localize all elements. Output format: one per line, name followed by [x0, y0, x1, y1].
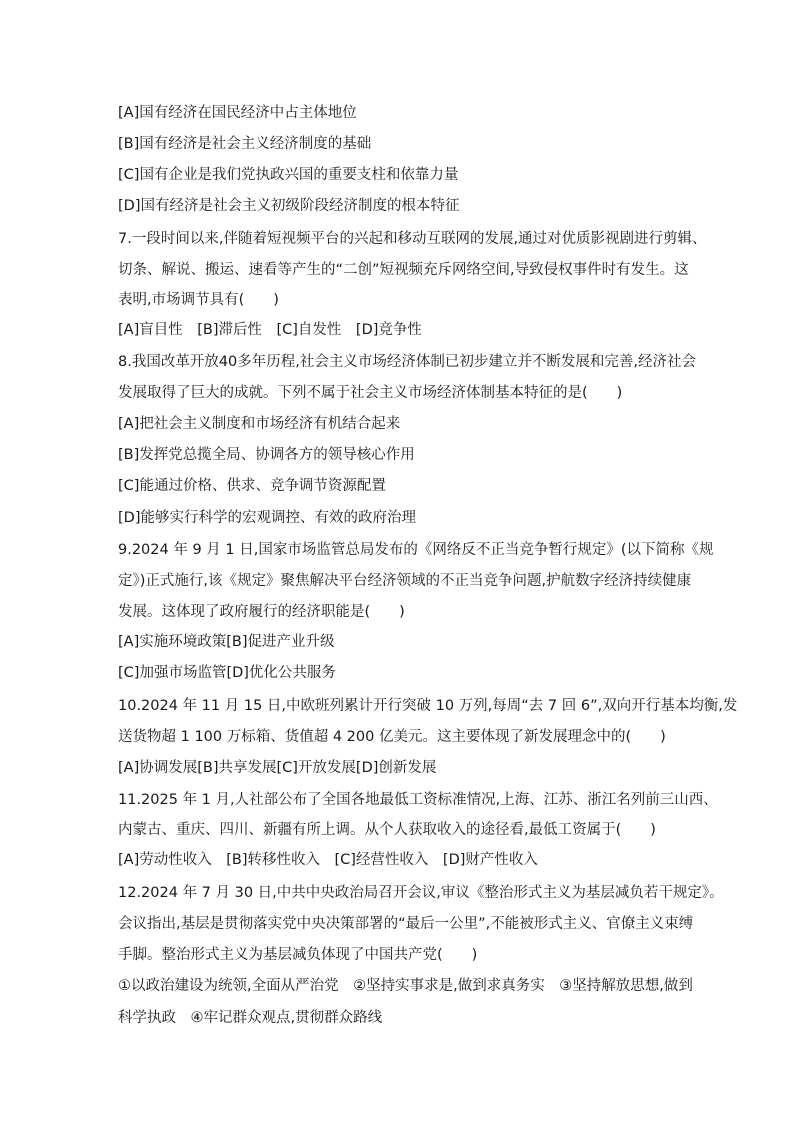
question-9-options-cd: [C]加强市场监管[D]优化公共服务	[118, 665, 336, 681]
option-a-q8: [A]把社会主义制度和市场经济有机结合起来	[118, 416, 401, 432]
option-b-q8: [B]发挥党总揽全局、协调各方的领导核心作用	[118, 447, 415, 463]
question-12-line-2: 会议指出,基层是贯彻落实党中央决策部署的“最后一公里”,不能被形式主义、官僚主义束缚	[118, 916, 694, 932]
question-11-line-2: 内蒙古、重庆、四川、新疆有所上调。从个人获取收入的途径看,最低工资属于( )	[118, 822, 656, 838]
option-c-q6: [C]国有企业是我们党执政兴国的重要支柱和依靠力量	[118, 167, 459, 183]
question-8-line-1: 8.我国改革开放40多年历程,社会主义市场经济体制已初步建立并不断发展和完善,经济社会	[118, 354, 696, 370]
question-9-options-ab: [A]实施环境政策[B]促进产业升级	[118, 634, 335, 650]
option-a-q6: [A]国有经济在国民经济中占主体地位	[118, 105, 357, 121]
question-7-options: [A]盲目性 [B]滞后性 [C]自发性 [D]竞争性	[118, 322, 422, 338]
question-12-line-3: 手脚。整治形式主义为基层减负体现了中国共产党( )	[118, 947, 478, 963]
question-10-options: [A]协调发展[B]共享发展[C]开放发展[D]创新发展	[118, 760, 437, 776]
question-11-line-1: 11.2025 年 1 月,人社部公布了全国各地最低工资标准情况,上海、江苏、浙江名列前三山西、	[118, 792, 718, 808]
question-9-line-1: 9.2024 年 9 月 1 日,国家市场监管总局发布的《网络反不正当竞争暂行规定》(以下简称《规	[118, 542, 714, 558]
question-7-line-2: 切条、解说、搬运、速看等产生的“二创”短视频充斥网络空间,导致侵权事件时有发生。这	[118, 262, 689, 278]
question-10-line-1: 10.2024 年 11 月 15 日,中欧班列累计开行突破 10 万列,每周“去 7 回 6”,双向开行基本均衡,发	[118, 698, 738, 714]
question-7-line-1: 7.一段时间以来,伴随着短视频平台的兴起和移动互联网的发展,通过对优质影视剧进行剪辑、	[118, 231, 707, 247]
question-10-line-2: 送货物超 1 100 万标箱、货值超 4 200 亿美元。这主要体现了新发展理念中的( )	[118, 729, 666, 745]
question-9-line-3: 发展。这体现了政府履行的经济职能是( )	[118, 604, 405, 620]
question-9-line-2: 定》)正式施行,该《规定》聚焦解决平台经济领域的不正当竞争问题,护航数字经济持续健康	[118, 573, 692, 589]
question-12-line-1: 12.2024 年 7 月 30 日,中共中央政治局召开会议,审议《整治形式主义为基层减负若干规定》。	[118, 885, 724, 901]
question-12-statements-2: 科学执政 ④牢记群众观点,贯彻群众路线	[118, 1010, 383, 1026]
question-11-options: [A]劳动性收入 [B]转移性收入 [C]经营性收入 [D]财产性收入	[118, 852, 538, 868]
option-c-q8: [C]能通过价格、供求、竞争调节资源配置	[118, 478, 386, 494]
option-b-q6: [B]国有经济是社会主义经济制度的基础	[118, 136, 372, 152]
option-d-q6: [D]国有经济是社会主义初级阶段经济制度的根本特征	[118, 198, 460, 214]
option-d-q8: [D]能够实行科学的宏观调控、有效的政府治理	[118, 510, 416, 526]
question-12-statements-1: ①以政治建设为统领,全面从严治党 ②坚持实事求是,做到求真务实 ③坚持解放思想,做到	[118, 978, 693, 994]
question-8-line-2: 发展取得了巨大的成就。下列不属于社会主义市场经济体制基本特征的是( )	[118, 385, 623, 401]
question-7-line-3: 表明,市场调节具有( )	[118, 292, 279, 308]
